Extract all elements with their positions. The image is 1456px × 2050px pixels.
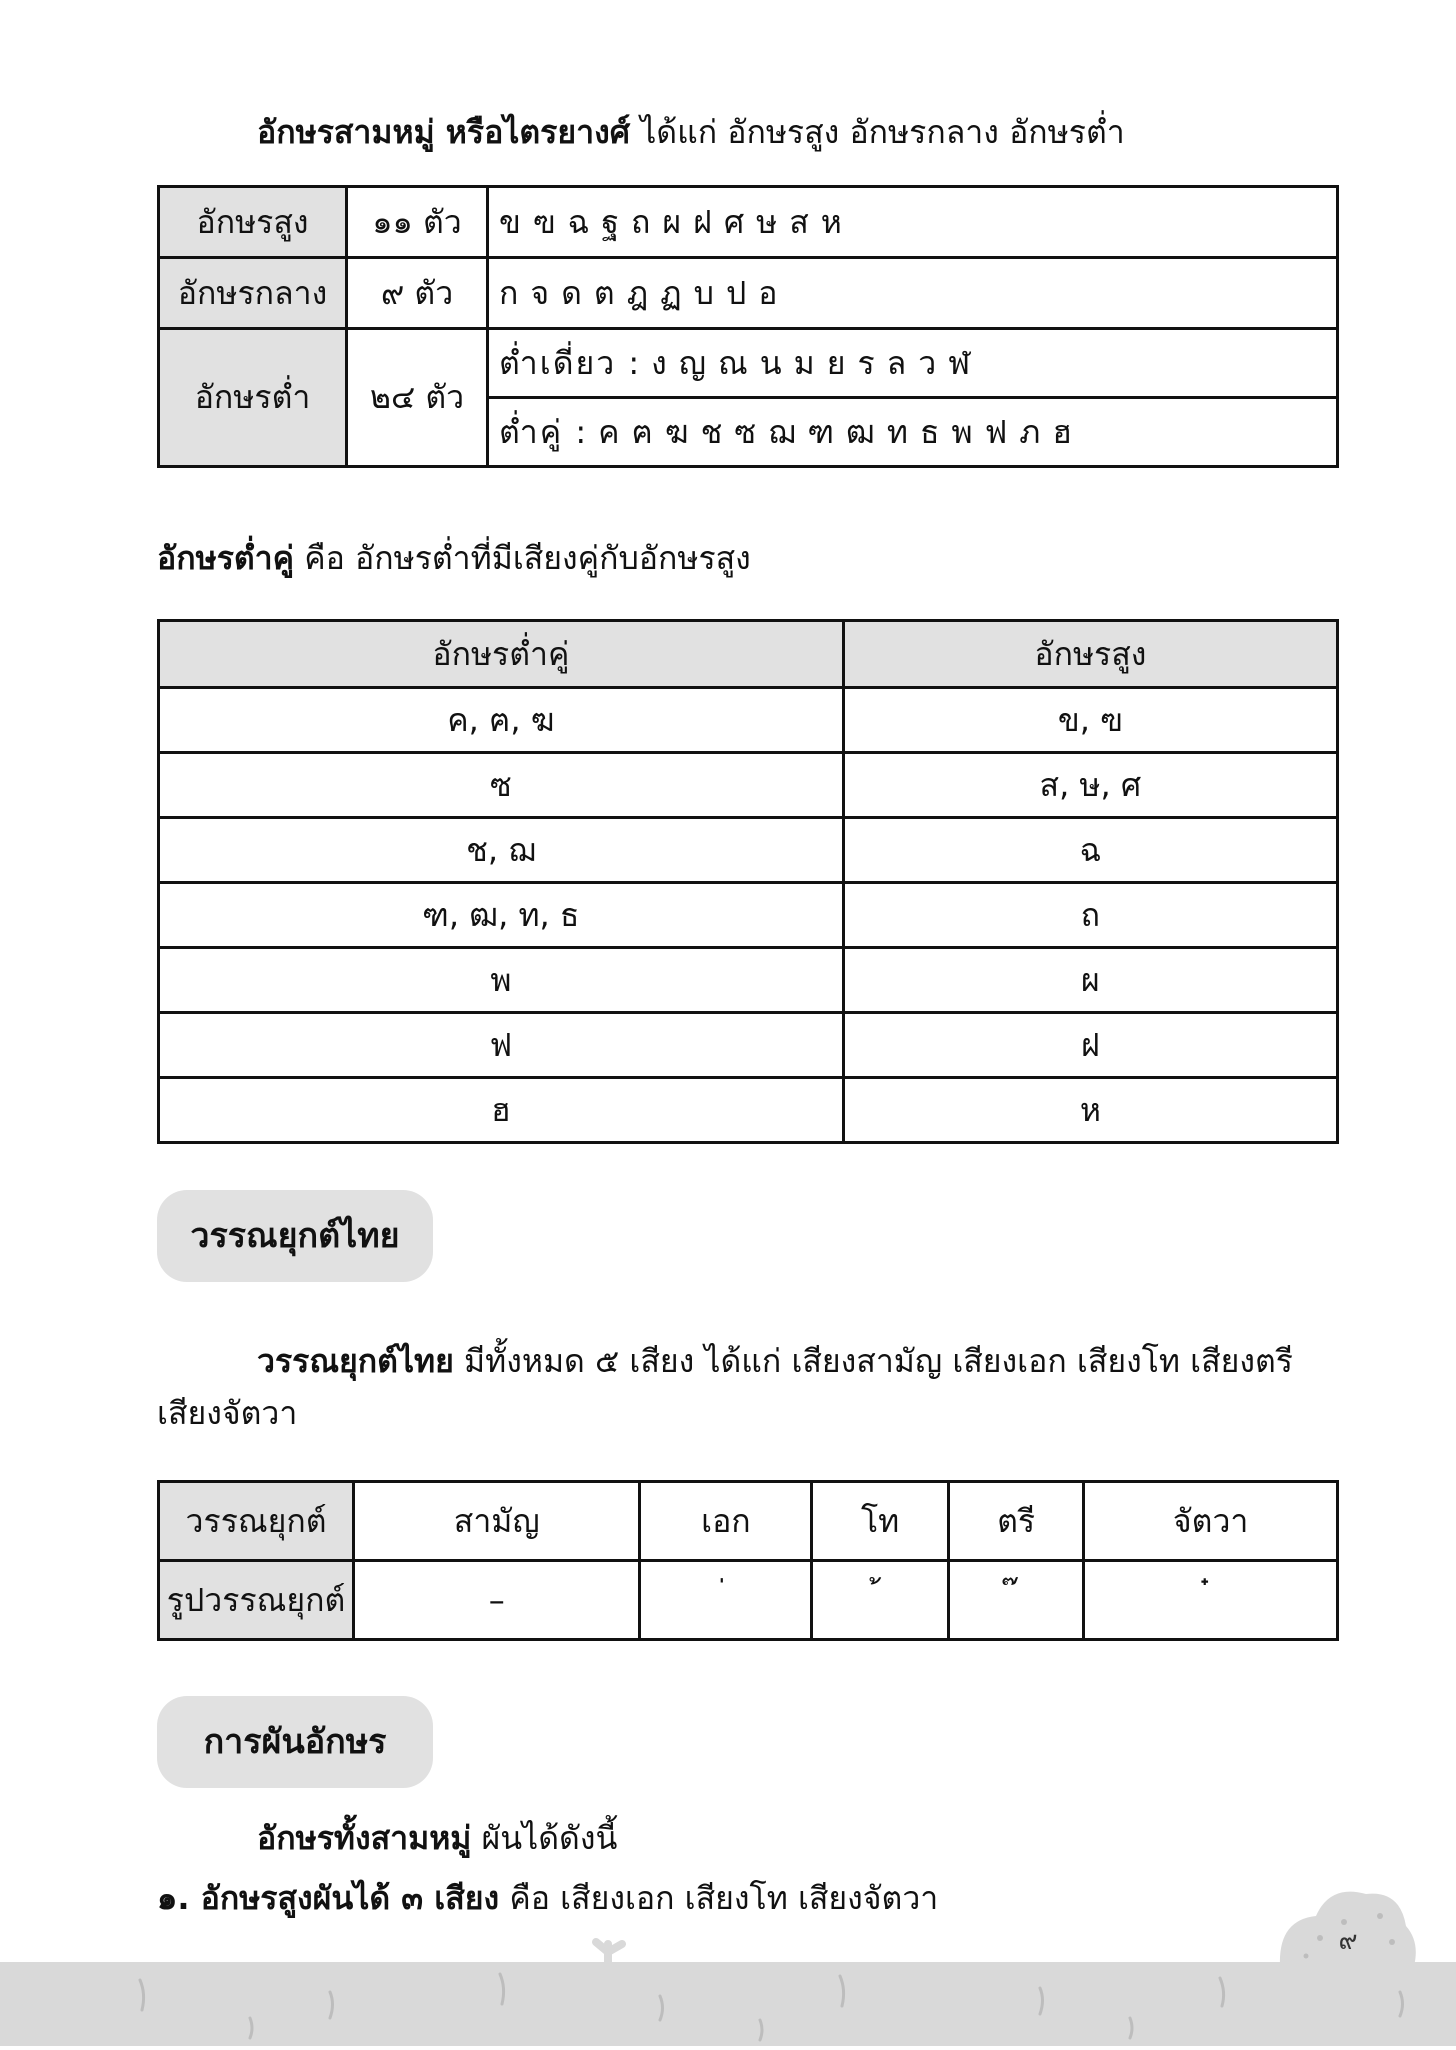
tones-paragraph xyxy=(157,1335,1339,1439)
letter: ท xyxy=(886,412,911,451)
letter: ฅ xyxy=(631,412,655,451)
table-cell: ซ xyxy=(159,753,844,818)
letter: ห xyxy=(820,202,844,241)
letter: ด xyxy=(561,273,584,312)
low-single-label: ต่ำเดี่ยว : xyxy=(499,343,642,382)
letter: อ xyxy=(758,273,780,312)
consonant-group-table xyxy=(157,185,1339,468)
table-cell: รูปวรรณยุกต์ xyxy=(159,1561,354,1640)
letter: ว xyxy=(918,343,939,382)
low-pair-def-rest: คือ อักษรต่ำที่มีเสียงคู่กับอักษรสูง xyxy=(294,539,751,577)
conj-item1-rest: คือ เสียงเอก เสียงโท เสียงจัตวา xyxy=(499,1879,939,1917)
table-cell: วรรณยุกต์ xyxy=(159,1482,354,1561)
table-cell: ผ xyxy=(843,948,1337,1013)
letter: ฎ xyxy=(626,273,651,312)
sprout-icon xyxy=(578,1934,638,1968)
table-cell: สามัญ xyxy=(354,1482,640,1561)
table-cell: ฑ, ฒ, ท, ธ xyxy=(159,883,844,948)
low-label: อักษรต่ำ xyxy=(159,329,347,467)
table-row xyxy=(159,187,1338,258)
letter: ฃ xyxy=(532,202,558,241)
table-header-row xyxy=(159,621,1338,688)
letter: ฒ xyxy=(846,412,877,451)
letter: ฮ xyxy=(1052,412,1074,451)
table-cell: ฉ xyxy=(843,818,1337,883)
table-cell: พ xyxy=(159,948,844,1013)
intro-rest: ได้แก่ อักษรสูง อักษรกลาง อักษรต่ำ xyxy=(630,113,1125,151)
table-cell: ถ xyxy=(843,883,1337,948)
low-single-letters xyxy=(488,329,1338,398)
low-pair-definition xyxy=(157,536,1339,580)
tones-line1-text: มีทั้งหมด ๕ เสียง ได้แก่ เสียงสามัญ เสียงเอก เสียงโท เสียงตรี xyxy=(453,1342,1293,1380)
letter: ฬ xyxy=(948,343,973,382)
table-row xyxy=(159,329,1338,398)
mid-letters xyxy=(488,258,1338,329)
letter: ฟ xyxy=(984,412,1010,451)
conjugation-item-1 xyxy=(157,1876,1339,1920)
letter: ศ xyxy=(723,202,747,241)
table-cell xyxy=(948,1561,1083,1640)
letter: ถ xyxy=(630,202,653,241)
table-row xyxy=(159,1078,1338,1143)
mid-count: ๙ ตัว xyxy=(347,258,488,329)
intro-bold: อักษรสามหมู่ หรือไตรยางศ์ xyxy=(257,113,631,151)
column-header: อักษรต่ำคู่ xyxy=(159,621,844,688)
letter: ธ xyxy=(920,412,942,451)
letter: จ xyxy=(530,273,552,312)
letter: ต xyxy=(593,273,617,312)
table-row xyxy=(159,753,1338,818)
letter: พ xyxy=(951,412,975,451)
letter: ผ xyxy=(662,202,684,241)
conj-intro-rest: ผันได้ดังนี้ xyxy=(471,1819,618,1857)
tones-line-1 xyxy=(157,1335,1339,1387)
letter: ษ xyxy=(756,202,780,241)
letter: ร xyxy=(857,343,877,382)
letter: ฆ xyxy=(664,412,691,451)
table-cell: ข, ฃ xyxy=(843,688,1337,753)
low-pair-table xyxy=(157,619,1339,1144)
table-cell: โท xyxy=(812,1482,948,1561)
letter: ภ xyxy=(1019,412,1043,451)
table-cell: เอก xyxy=(640,1482,812,1561)
page-number: ๙ xyxy=(1338,1926,1358,1956)
letter: ณ xyxy=(718,343,750,382)
letter: ข xyxy=(499,202,523,241)
tone-table xyxy=(157,1480,1339,1641)
table-row xyxy=(159,258,1338,329)
table-row xyxy=(159,818,1338,883)
column-header: อักษรสูง xyxy=(843,621,1337,688)
table-cell: ตรี xyxy=(948,1482,1083,1561)
table-cell: ฝ xyxy=(843,1013,1337,1078)
table-row xyxy=(159,1013,1338,1078)
letter: ช xyxy=(700,412,725,451)
high-count: ๑๑ ตัว xyxy=(347,187,488,258)
mid-label: อักษรกลาง xyxy=(159,258,347,329)
letter: น xyxy=(759,343,784,382)
letter: ง xyxy=(651,343,669,382)
letter: ฑ xyxy=(807,412,837,451)
table-cell: ฟ xyxy=(159,1013,844,1078)
low-count: ๒๔ ตัว xyxy=(347,329,488,467)
table-cell: ค, ฅ, ฆ xyxy=(159,688,844,753)
tones-line-2: เสียงจัตวา xyxy=(157,1394,298,1432)
table-cell: ส, ษ, ศ xyxy=(843,753,1337,818)
conj-item1-bold: ๑. อักษรสูงผันได้ ๓ เสียง xyxy=(157,1879,500,1917)
letter: ล xyxy=(886,343,909,382)
table-cell: – xyxy=(354,1561,640,1640)
letter: ฏ xyxy=(660,273,684,312)
table-cell xyxy=(812,1561,948,1640)
letter: ค xyxy=(598,412,622,451)
conj-intro-bold: อักษรทั้งสามหมู่ xyxy=(257,1819,472,1857)
low-pair-def-bold: อักษรต่ำคู่ xyxy=(157,539,295,577)
table-row xyxy=(159,1561,1338,1640)
grass-stroke-icon xyxy=(0,1962,1456,2046)
table-cell xyxy=(640,1561,812,1640)
letter: ม xyxy=(793,343,817,382)
decorative-ground-band xyxy=(0,1962,1456,2046)
letter: ซ xyxy=(734,412,759,451)
table-row xyxy=(159,1482,1338,1561)
low-pair-label: ต่ำคู่ : xyxy=(499,412,589,451)
letter: บ xyxy=(693,273,716,312)
letter: ก xyxy=(499,273,521,312)
table-row xyxy=(159,688,1338,753)
table-row xyxy=(159,883,1338,948)
letter: ส xyxy=(789,202,811,241)
letter: ฝ xyxy=(693,202,714,241)
letter: ฉ xyxy=(567,202,592,241)
tones-bold: วรรณยุกต์ไทย xyxy=(257,1342,454,1380)
letter: ฌ xyxy=(768,412,798,451)
high-letters xyxy=(488,187,1338,258)
table-cell: จัตวา xyxy=(1084,1482,1338,1561)
table-row xyxy=(159,948,1338,1013)
letter: ญ xyxy=(678,343,709,382)
table-cell xyxy=(1084,1561,1338,1640)
conjugation-heading: การผันอักษร xyxy=(157,1696,433,1788)
conjugation-intro xyxy=(157,1816,1339,1860)
table-cell: ฮ xyxy=(159,1078,844,1143)
intro-line xyxy=(157,110,1339,154)
table-cell: ห xyxy=(843,1078,1337,1143)
table-cell: ช, ฌ xyxy=(159,818,844,883)
tones-heading: วรรณยุกต์ไทย xyxy=(157,1190,433,1282)
letter: ป xyxy=(725,273,749,312)
high-label: อักษรสูง xyxy=(159,187,347,258)
letter: ฐ xyxy=(601,202,621,241)
letter: ย xyxy=(826,343,848,382)
low-pair-letters xyxy=(488,398,1338,467)
